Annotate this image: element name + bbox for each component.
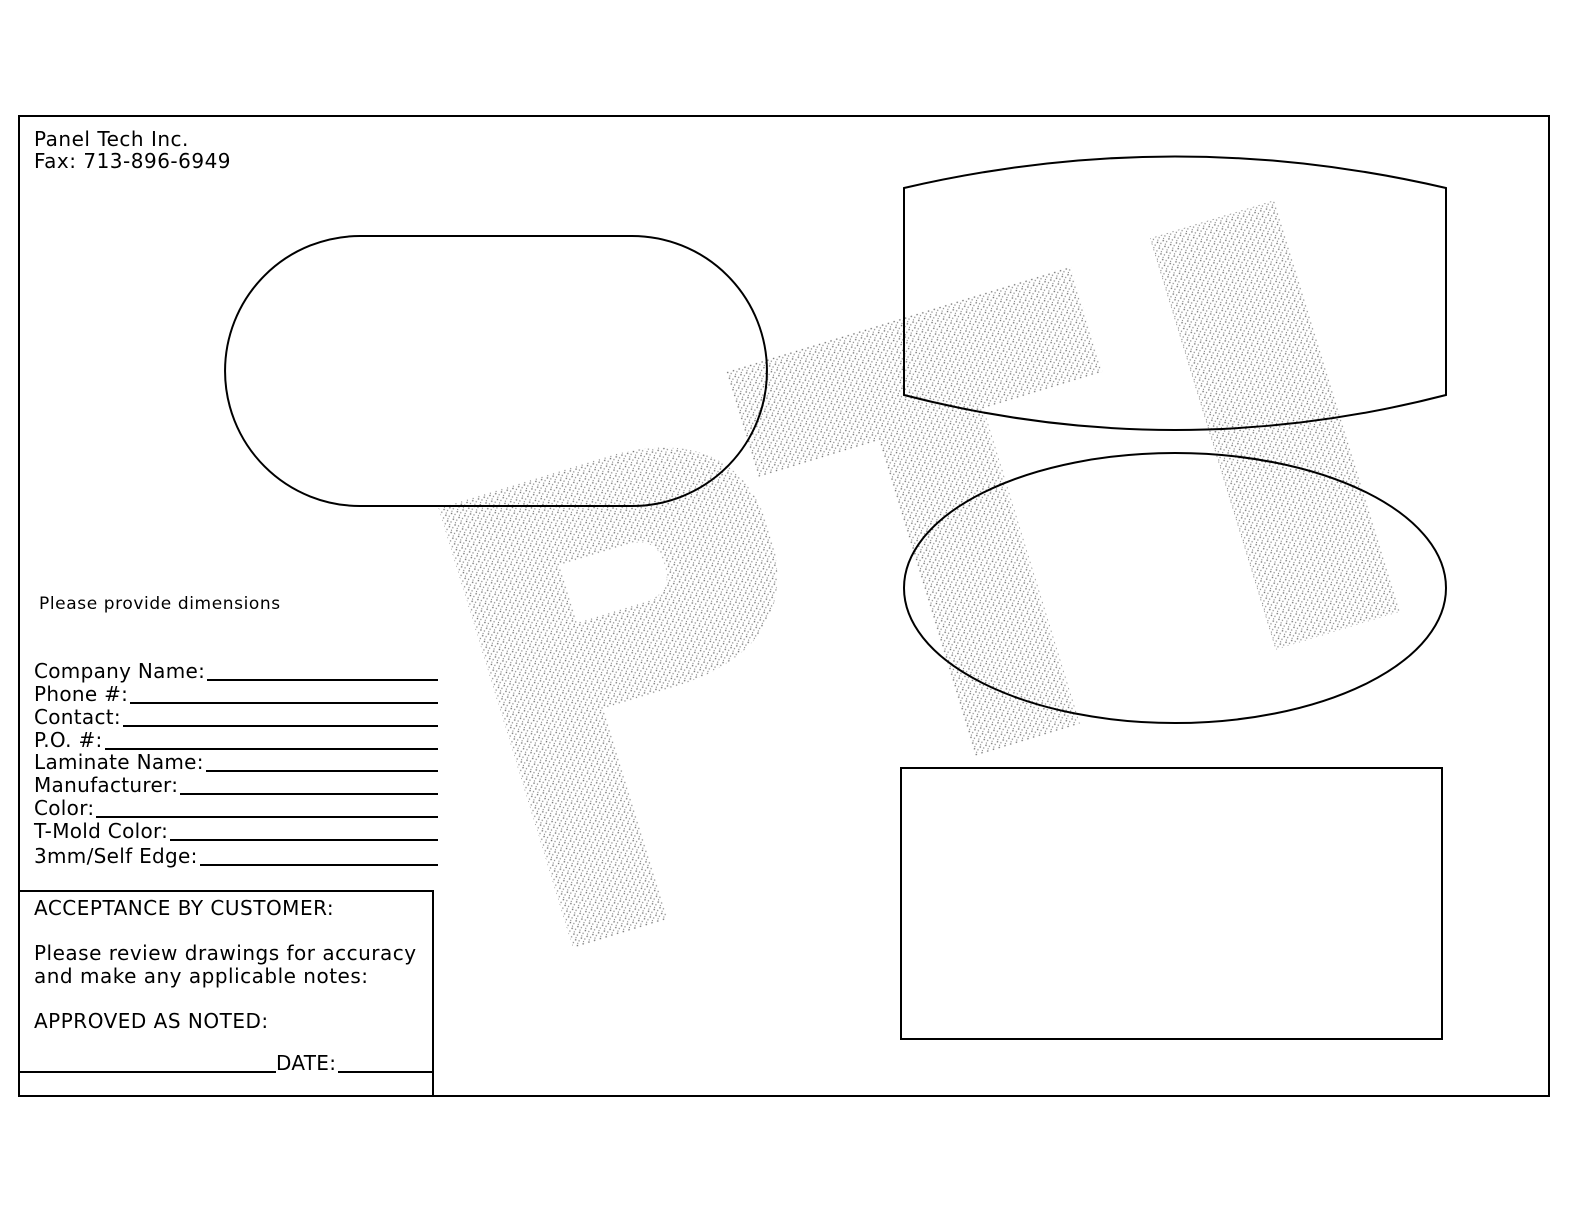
date-line[interactable]	[338, 1071, 432, 1073]
company-name-field[interactable]	[34, 660, 438, 682]
field-line	[180, 793, 438, 795]
field-label: Laminate Name:	[34, 750, 204, 774]
field-line	[206, 770, 438, 772]
company-name-heading: Panel Tech Inc.	[34, 127, 189, 151]
acceptance-title: ACCEPTANCE BY CUSTOMER:	[34, 896, 335, 920]
fax-number: Fax: 713-896-6949	[34, 149, 232, 173]
po-number-field[interactable]	[34, 729, 438, 751]
rectangle-shape	[901, 768, 1442, 1039]
approved-as-noted-label: APPROVED AS NOTED:	[34, 1009, 269, 1033]
color-field[interactable]	[34, 797, 438, 819]
field-line	[130, 702, 438, 704]
field-line	[123, 725, 438, 727]
field-label: Phone #:	[34, 682, 129, 706]
field-line	[170, 839, 438, 841]
edge-type-field[interactable]	[34, 845, 438, 867]
field-label: Contact:	[34, 705, 121, 729]
field-line	[96, 816, 438, 818]
watermark-logo	[438, 200, 1400, 948]
watermark-letter-t	[726, 267, 1199, 793]
field-line	[200, 864, 438, 866]
field-label: Company Name:	[34, 659, 206, 683]
laminate-name-field[interactable]	[34, 751, 438, 773]
phone-field[interactable]	[34, 683, 438, 705]
field-label: T-Mold Color:	[34, 819, 169, 843]
field-line	[207, 679, 438, 681]
review-instruction-line-2: and make any applicable notes:	[34, 964, 369, 988]
field-label: 3mm/Self Edge:	[34, 844, 198, 868]
manufacturer-field[interactable]	[34, 774, 438, 796]
review-instruction-line-1: Please review drawings for accuracy	[34, 941, 417, 965]
t-mold-color-field[interactable]	[34, 820, 438, 842]
contact-field[interactable]	[34, 706, 438, 728]
field-label: P.O. #:	[34, 728, 103, 752]
signature-line[interactable]	[18, 1071, 276, 1073]
instructions-text: Please provide dimensions	[39, 594, 281, 614]
field-label: Color:	[34, 796, 95, 820]
signature-date-row[interactable]	[18, 1052, 432, 1074]
field-label: Manufacturer:	[34, 773, 179, 797]
date-label: DATE:	[276, 1051, 337, 1075]
watermark-letter-p	[438, 417, 869, 948]
